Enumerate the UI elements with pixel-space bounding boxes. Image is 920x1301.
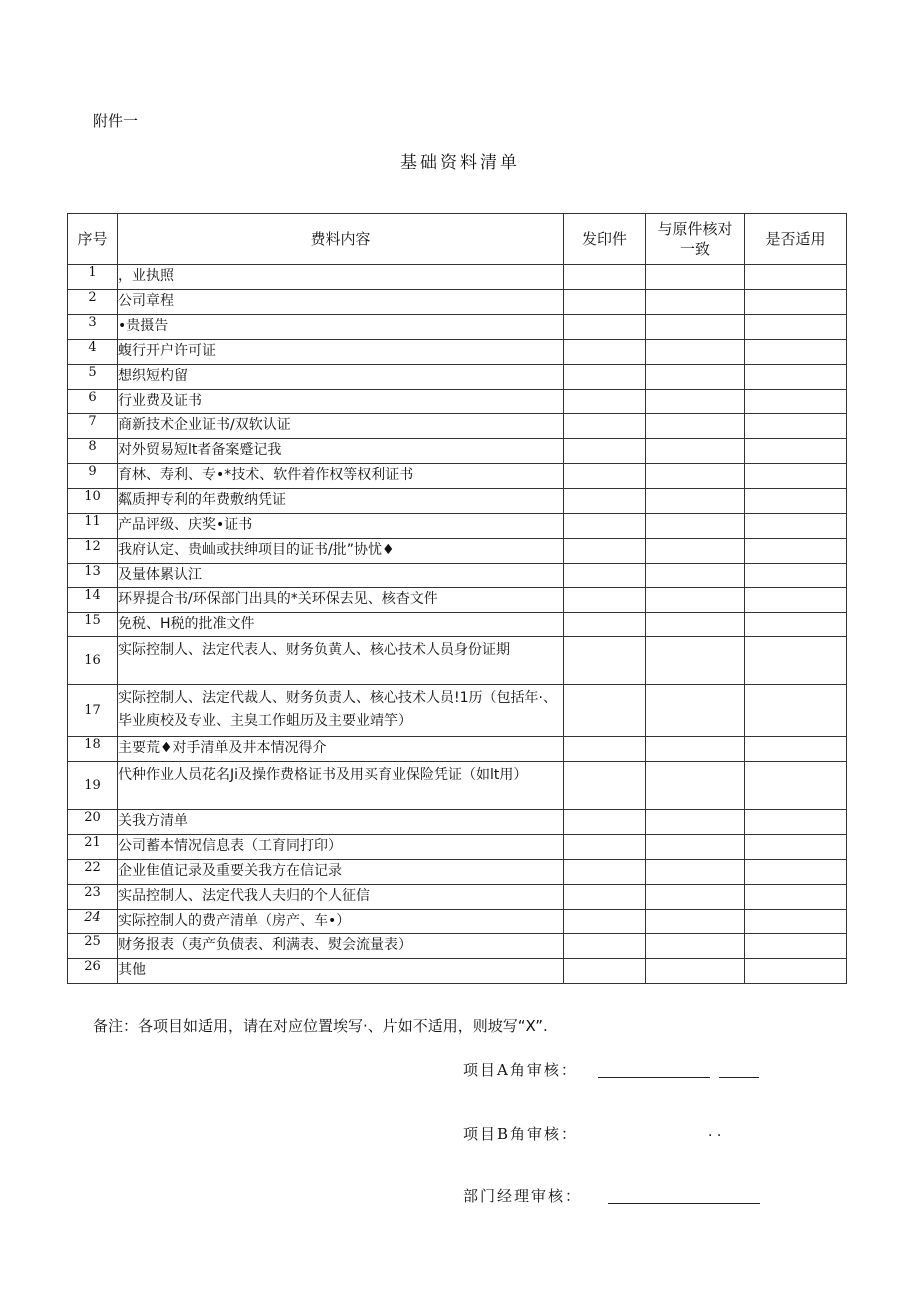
- row-number: 23: [68, 885, 118, 910]
- col-header-verified: [646, 214, 745, 265]
- row-content: 免税、H税的批准文件: [118, 613, 564, 637]
- col-header-content: 费料内容: [118, 214, 564, 265]
- applicable-cell[interactable]: [745, 860, 847, 885]
- table-row: [68, 365, 847, 390]
- table-row: [68, 885, 847, 910]
- table-row: [68, 685, 847, 737]
- applicable-cell[interactable]: [745, 464, 847, 489]
- row-number: 14: [68, 588, 118, 613]
- row-content: 产品评级、庆奖•证书: [118, 514, 564, 539]
- table-row: [68, 315, 847, 340]
- verified-cell[interactable]: [646, 910, 745, 934]
- verified-cell[interactable]: [646, 885, 745, 910]
- row-number: 25: [68, 934, 118, 959]
- copy-cell[interactable]: [564, 637, 646, 685]
- verified-cell[interactable]: [646, 539, 745, 564]
- verified-cell[interactable]: [646, 340, 745, 365]
- sign-label-b: 项目B角审核：: [463, 1125, 579, 1143]
- col-header-verified-label: 与原件核对一致: [657, 220, 733, 258]
- copy-cell[interactable]: [564, 290, 646, 315]
- row-content: 实品控制人、法定代我人夫归的个人征信: [118, 885, 564, 910]
- verified-cell[interactable]: [646, 959, 745, 984]
- row-content: 我府认定、贵屾或扶绅项目的证书/批”协忧♦: [118, 539, 564, 564]
- verified-cell[interactable]: [646, 514, 745, 539]
- verified-cell[interactable]: [646, 737, 745, 762]
- copy-cell[interactable]: [564, 860, 646, 885]
- sign-label-a: 项目A角审核：: [463, 1061, 578, 1079]
- verified-cell[interactable]: [646, 489, 745, 514]
- table-row: [68, 390, 847, 414]
- copy-cell[interactable]: [564, 835, 646, 860]
- row-number: 16: [68, 637, 118, 685]
- copy-cell[interactable]: [564, 737, 646, 762]
- row-number: 8: [68, 439, 118, 464]
- sign-mark-b: . .: [708, 1124, 722, 1140]
- row-content: 对外贸易短lt者备案蹙记我: [118, 439, 564, 464]
- table-row: [68, 737, 847, 762]
- verified-cell[interactable]: [646, 685, 745, 737]
- applicable-cell[interactable]: [745, 934, 847, 959]
- header-row: [68, 214, 847, 265]
- row-number: 11: [68, 514, 118, 539]
- copy-cell[interactable]: [564, 390, 646, 414]
- applicable-cell[interactable]: [745, 810, 847, 835]
- copy-cell[interactable]: [564, 414, 646, 439]
- applicable-cell[interactable]: [745, 737, 847, 762]
- verified-cell[interactable]: [646, 414, 745, 439]
- row-content: 其他: [118, 959, 564, 984]
- copy-cell[interactable]: [564, 685, 646, 737]
- row-content: 代种作业人员花名Ji及操作费格证书及用买育业保险凭证（如lt用）: [118, 762, 564, 810]
- row-content: 公司蓄本情况信息表（工育同打印）: [118, 835, 564, 860]
- verified-cell[interactable]: [646, 637, 745, 685]
- applicable-cell[interactable]: [745, 315, 847, 340]
- applicable-cell[interactable]: [745, 539, 847, 564]
- verified-cell[interactable]: [646, 613, 745, 637]
- verified-cell[interactable]: [646, 390, 745, 414]
- applicable-cell[interactable]: [745, 265, 847, 290]
- applicable-cell[interactable]: [745, 340, 847, 365]
- sign-label-manager: 部门经理审核：: [463, 1187, 583, 1205]
- row-content: •贵摄告: [118, 315, 564, 340]
- table-row: [68, 265, 847, 290]
- applicable-cell[interactable]: [745, 762, 847, 810]
- row-content: 环界提合书/环保部门出具的*关环保去见、核杳文件: [118, 588, 564, 613]
- verified-cell[interactable]: [646, 439, 745, 464]
- verified-cell[interactable]: [646, 265, 745, 290]
- row-number: 6: [68, 390, 118, 414]
- copy-cell[interactable]: [564, 910, 646, 934]
- applicable-cell[interactable]: [745, 390, 847, 414]
- row-content: 企业隹值记录及重要关我方在信记录: [118, 860, 564, 885]
- col-header-copy: 发印件: [564, 214, 646, 265]
- copy-cell[interactable]: [564, 934, 646, 959]
- verified-cell[interactable]: [646, 810, 745, 835]
- table-row: [68, 810, 847, 835]
- copy-cell[interactable]: [564, 365, 646, 390]
- row-content: 实际控制人的费产清单（房产、车•）: [118, 910, 564, 934]
- applicable-cell[interactable]: [745, 439, 847, 464]
- verified-cell[interactable]: [646, 934, 745, 959]
- row-number: 7: [68, 414, 118, 439]
- row-content: 财务报表（夷产负债表、利满表、熨会流量表）: [118, 934, 564, 959]
- row-content: ，业执照: [118, 265, 564, 290]
- row-number: 12: [68, 539, 118, 564]
- applicable-cell[interactable]: [745, 613, 847, 637]
- table-row: [68, 564, 847, 588]
- table-row: [68, 910, 847, 934]
- row-content: 主要荒♦对手清单及井本情况得介: [118, 737, 564, 762]
- verified-cell[interactable]: [646, 762, 745, 810]
- table-row: [68, 613, 847, 637]
- row-content: 商新技术企业证书/双软认证: [118, 414, 564, 439]
- table-row: [68, 762, 847, 810]
- row-number: 24: [68, 910, 118, 934]
- row-content: 蝮行开户许可证: [118, 340, 564, 365]
- table-row: [68, 934, 847, 959]
- row-number: 20: [68, 810, 118, 835]
- copy-cell[interactable]: [564, 885, 646, 910]
- copy-cell[interactable]: [564, 564, 646, 588]
- table-row: [68, 290, 847, 315]
- table-row: [68, 514, 847, 539]
- copy-cell[interactable]: [564, 959, 646, 984]
- row-number: 22: [68, 860, 118, 885]
- copy-cell[interactable]: [564, 539, 646, 564]
- row-number: 1: [68, 265, 118, 290]
- row-number: 15: [68, 613, 118, 637]
- copy-cell[interactable]: [564, 514, 646, 539]
- row-number: 9: [68, 464, 118, 489]
- applicable-cell[interactable]: [745, 564, 847, 588]
- verified-cell[interactable]: [646, 290, 745, 315]
- table-row: [68, 489, 847, 514]
- table-row: [68, 439, 847, 464]
- copy-cell[interactable]: [564, 810, 646, 835]
- copy-cell[interactable]: [564, 265, 646, 290]
- copy-cell[interactable]: [564, 588, 646, 613]
- applicable-cell[interactable]: [745, 685, 847, 737]
- sign-line-a-1: [598, 1077, 710, 1078]
- row-content: 关我方清单: [118, 810, 564, 835]
- applicable-cell[interactable]: [745, 959, 847, 984]
- attachment-label: 附件一: [93, 112, 139, 130]
- row-content: 及量体累认江: [118, 564, 564, 588]
- verified-cell[interactable]: [646, 365, 745, 390]
- table-row: [68, 340, 847, 365]
- applicable-cell[interactable]: [745, 414, 847, 439]
- row-number: 3: [68, 315, 118, 340]
- row-content: 行业费及证书: [118, 390, 564, 414]
- applicable-cell[interactable]: [745, 514, 847, 539]
- table-row: [68, 959, 847, 984]
- row-number: 21: [68, 835, 118, 860]
- row-number: 19: [68, 762, 118, 810]
- note: 备注：各项目如适用，请在对应位置埃写·、片如不适用，则坡写“X”.: [93, 1017, 548, 1035]
- row-content: 粼质押专利的年费敷纳凭证: [118, 489, 564, 514]
- verified-cell[interactable]: [646, 315, 745, 340]
- col-header-applicable: 是否适用: [745, 214, 847, 265]
- table-row: [68, 637, 847, 685]
- sign-line-manager: [608, 1203, 760, 1204]
- row-content: 想织短杓留: [118, 365, 564, 390]
- copy-cell[interactable]: [564, 762, 646, 810]
- table-row: [68, 860, 847, 885]
- verified-cell[interactable]: [646, 564, 745, 588]
- copy-cell[interactable]: [564, 340, 646, 365]
- table-row: [68, 464, 847, 489]
- table-row: [68, 588, 847, 613]
- verified-cell[interactable]: [646, 464, 745, 489]
- verified-cell[interactable]: [646, 860, 745, 885]
- copy-cell[interactable]: [564, 315, 646, 340]
- row-content: 育林、寿利、专•*技术、软件着作权等权利证书: [118, 464, 564, 489]
- applicable-cell[interactable]: [745, 885, 847, 910]
- row-number: 13: [68, 564, 118, 588]
- row-content: 实际控制人、法定代表人、财务负黄人、核心技术人员身份证期: [118, 637, 564, 685]
- applicable-cell[interactable]: [745, 365, 847, 390]
- copy-cell[interactable]: [564, 613, 646, 637]
- copy-cell[interactable]: [564, 489, 646, 514]
- copy-cell[interactable]: [564, 439, 646, 464]
- row-content: 公司章程: [118, 290, 564, 315]
- applicable-cell[interactable]: [745, 489, 847, 514]
- row-number: 26: [68, 959, 118, 984]
- applicable-cell[interactable]: [745, 290, 847, 315]
- table-row: [68, 835, 847, 860]
- applicable-cell[interactable]: [745, 588, 847, 613]
- row-number: 18: [68, 737, 118, 762]
- row-number: 4: [68, 340, 118, 365]
- col-header-number: 序号: [68, 214, 118, 265]
- verified-cell[interactable]: [646, 835, 745, 860]
- applicable-cell[interactable]: [745, 637, 847, 685]
- copy-cell[interactable]: [564, 464, 646, 489]
- row-number: 5: [68, 365, 118, 390]
- applicable-cell[interactable]: [745, 835, 847, 860]
- page-title: 基础资料清单: [400, 153, 520, 173]
- verified-cell[interactable]: [646, 588, 745, 613]
- row-content: 实际控制人、法定代裁人、财务负责人、核心技术人员!1历（包括年·、毕业庾校及专业、主臭工作蛆历及主要业靖竽）: [118, 685, 564, 737]
- applicable-cell[interactable]: [745, 910, 847, 934]
- row-number: 2: [68, 290, 118, 315]
- row-number: 10: [68, 489, 118, 514]
- table-row: [68, 414, 847, 439]
- sign-line-a-2: [719, 1077, 759, 1078]
- row-number: 17: [68, 685, 118, 737]
- materials-table: [67, 213, 847, 984]
- table-row: [68, 539, 847, 564]
